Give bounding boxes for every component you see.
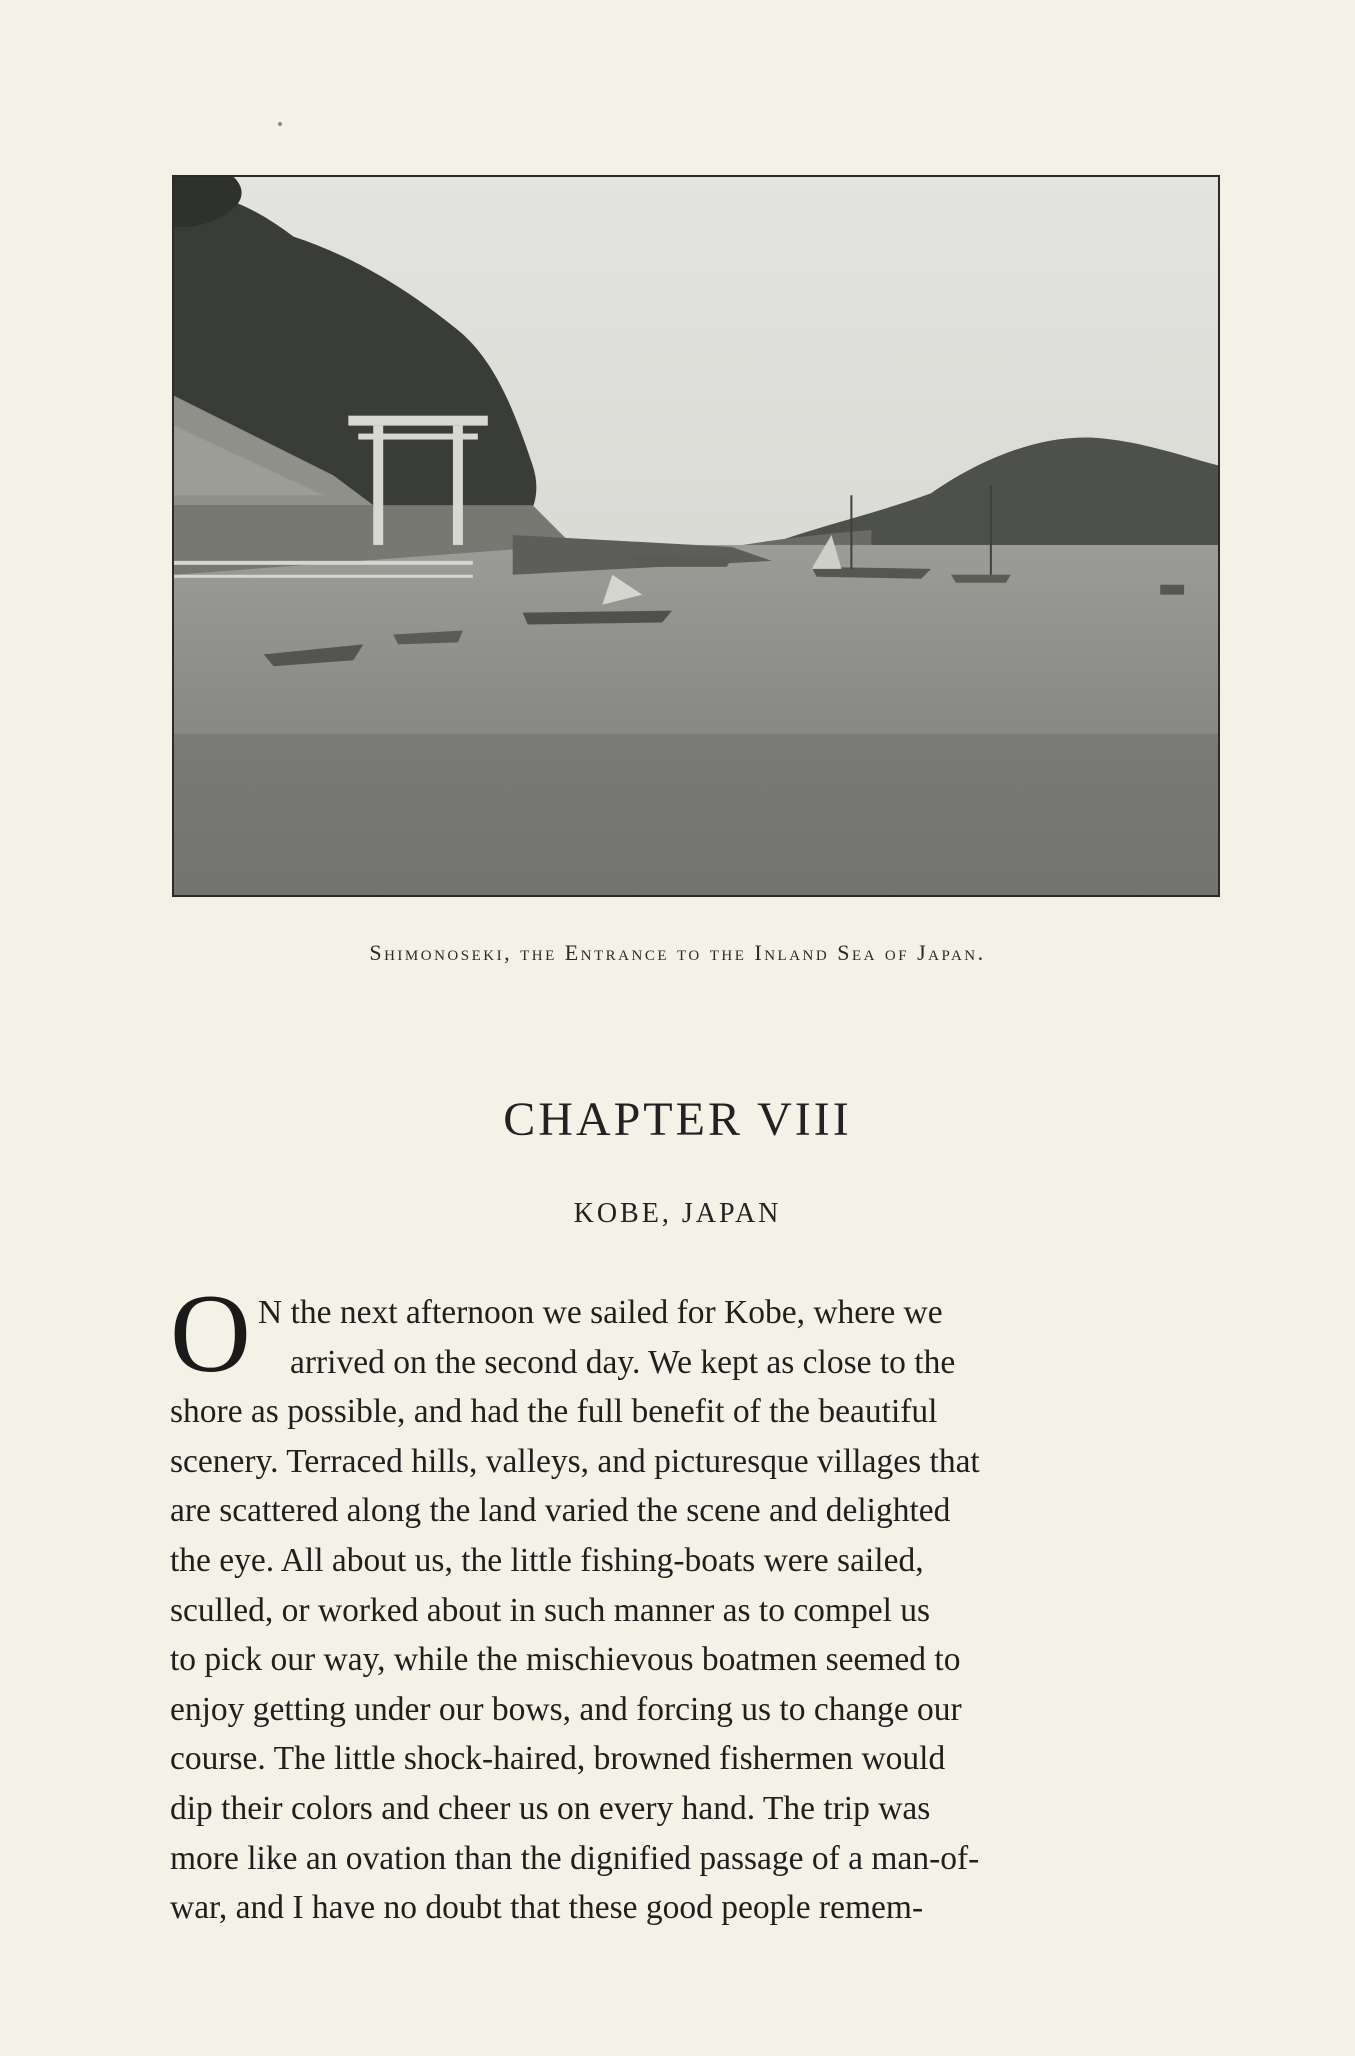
chapter-subtitle: KOBE, JAPAN (573, 1198, 782, 1229)
text-line-content: dip their colors and cheer us on every hand. The trip was (170, 1789, 931, 1827)
text-line-content: to pick our way, while the mischievous boatmen seemed to (170, 1641, 961, 1679)
text-line-content: course. The little shock-haired, browned fishermen would (170, 1740, 946, 1778)
text-line (170, 1734, 1225, 1784)
text-line (170, 1338, 1225, 1388)
text-line (170, 1635, 1225, 1685)
page-speck (278, 122, 282, 126)
text-line (170, 1288, 1225, 1338)
text-line-content: are scattered along the land varied the scene and delighted (170, 1492, 951, 1530)
harbor-photograph-drawing (174, 177, 1218, 895)
text-line (170, 1437, 1225, 1487)
text-line (170, 1685, 1225, 1735)
chapter-title: CHAPTER VIII (503, 1093, 852, 1146)
text-line (170, 1784, 1225, 1834)
text-line-content: war, and I have no doubt that these good people remem- (170, 1889, 924, 1927)
text-line (170, 1486, 1225, 1536)
text-line-content: shore as possible, and had the full benefit of the beautiful (170, 1393, 938, 1431)
text-line-content: sculled, or worked about in such manner as to compel us (170, 1591, 931, 1629)
text-line (170, 1883, 1225, 1933)
text-line (170, 1586, 1225, 1636)
harbor-photograph (172, 175, 1220, 897)
text-line-content: scenery. Terraced hills, valleys, and picturesque villages that (170, 1442, 980, 1480)
text-line-content: arrived on the second day. We kept as close to the (290, 1343, 956, 1381)
text-line-content: enjoy getting under our bows, and forcing us to change our (170, 1690, 962, 1728)
text-line-content: more like an ovation than the dignified passage of a man-of- (170, 1839, 980, 1877)
drop-cap: O (170, 1272, 251, 1396)
text-line-content: the eye. All about us, the little fishing-boats were sailed, (170, 1541, 924, 1579)
text-line (170, 1387, 1225, 1437)
text-line (170, 1834, 1225, 1884)
text-line (170, 1536, 1225, 1586)
photo-caption: Shimonoseki, the Entrance to the Inland Sea of Japan. (369, 940, 986, 965)
chapter-body-text (170, 1272, 1225, 1933)
text-line-content: N the next afternoon we sailed for Kobe, where we (258, 1294, 943, 1331)
